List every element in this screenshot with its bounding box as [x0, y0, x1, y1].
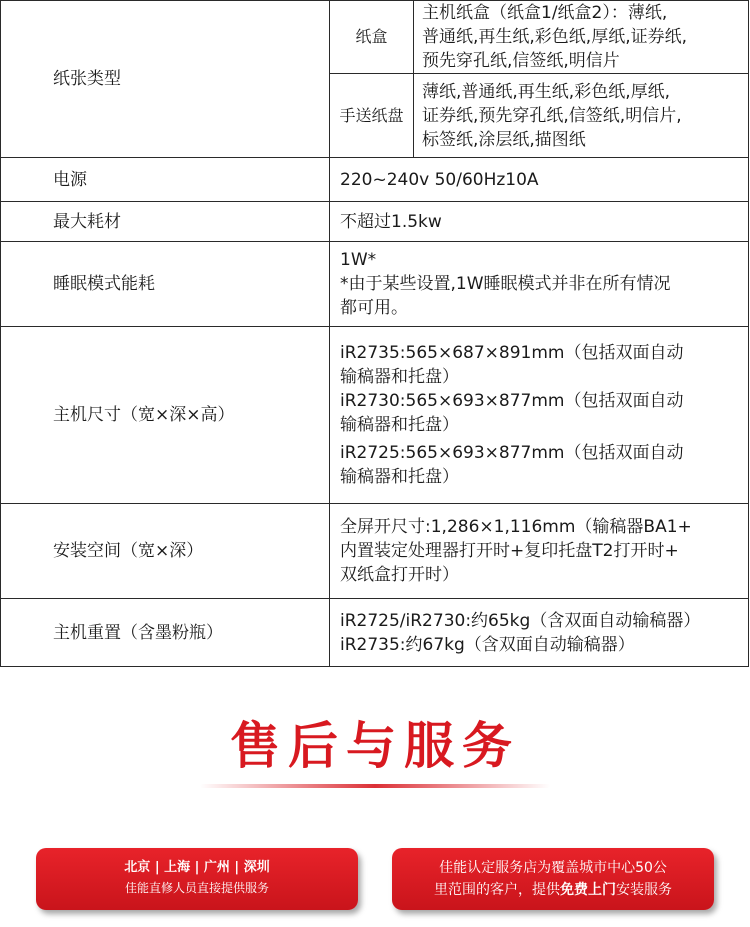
value-line: iR2725:565×693×877mm（包括双面自动 [340, 443, 684, 463]
section-title: 售后与服务 [230, 717, 520, 775]
value-line: 输稿器和托盘） [340, 367, 459, 387]
value-line: 内置装定处理器打开时+复印托盘T2打开时+ [340, 541, 679, 561]
spec-value-dimensions [330, 327, 749, 504]
value-line: 双纸盒打开时） [340, 565, 459, 585]
spec-value-power: 220~240v 50/60Hz10A [330, 158, 749, 202]
service-cities: 北京 | 上海 | 广州 | 深圳 [124, 860, 270, 875]
value-line: iR2735:约67kg（含双面自动输稿器） [340, 634, 635, 655]
table-row [1, 202, 749, 242]
service-offer-suffix: 安装服务 [616, 882, 672, 898]
sub-label-cassette: 纸盒 [330, 1, 414, 74]
value-line: 预先穿孔纸,信签纸,明信片 [422, 51, 620, 71]
spec-label-sleep-power: 睡眠模式能耗 [1, 242, 330, 327]
after-sales-section [0, 668, 750, 927]
value-line: 都可用。 [340, 298, 408, 318]
service-coverage: 佳能认定服务店为覆盖城市中心50公 [439, 860, 667, 876]
service-offer [392, 880, 714, 900]
service-offer-prefix: 里范围的客户，提供 [434, 882, 560, 898]
spec-label-dimensions: 主机尺寸（宽×深×高） [1, 327, 330, 504]
service-description: 佳能直修人员直接提供服务 [124, 881, 269, 895]
table-row [1, 158, 749, 202]
table-row [1, 504, 749, 599]
spec-value-install-space [330, 504, 749, 599]
value-line: 输稿器和托盘） [340, 415, 459, 435]
spec-label-paper-type: 纸张类型 [1, 1, 330, 158]
value-line: 输稿器和托盘） [340, 467, 459, 487]
value-line: 薄纸,普通纸,再生纸,彩色纸,厚纸, [422, 81, 671, 102]
value-line: iR2725/iR2730:约65kg（含双面自动输稿器） [340, 610, 701, 631]
value-line: 主机纸盒（纸盒1/纸盒2）：薄纸, [422, 3, 668, 23]
value-line: iR2735:565×687×891mm（包括双面自动 [340, 343, 684, 363]
table-row [1, 599, 749, 667]
spec-value-bypass [414, 74, 749, 158]
spec-value-weight [330, 599, 749, 667]
spec-label-weight: 主机重置（含墨粉瓶） [1, 599, 330, 667]
service-card-direct-repair [36, 848, 358, 910]
spec-value-max-consumption: 不超过1.5kw [330, 202, 749, 242]
table-row [1, 242, 749, 327]
table-row [1, 1, 749, 74]
sub-label-bypass-tray: 手送纸盘 [330, 74, 414, 158]
value-line: *由于某些设置,1W睡眠模式并非在所有情况 [340, 274, 671, 294]
value-line: 1W* [340, 250, 377, 270]
table-row [1, 327, 749, 504]
service-card-authorized-shops [392, 848, 714, 910]
value-line: iR2730:565×693×877mm（包括双面自动 [340, 391, 684, 411]
spec-value-sleep-power [330, 242, 749, 327]
spec-label-power: 电源 [1, 158, 330, 202]
spec-value-cassette [414, 1, 749, 74]
title-underline [200, 784, 550, 788]
value-line: 普通纸,再生纸,彩色纸,厚纸,证券纸, [422, 27, 688, 47]
value-line: 标签纸,涂层纸,描图纸 [422, 129, 586, 150]
spec-label-install-space: 安装空间（宽×深） [1, 504, 330, 599]
spec-label-max-consumption: 最大耗材 [1, 202, 330, 242]
value-line: 证券纸,预先穿孔纸,信签纸,明信片, [422, 105, 682, 126]
value-line: 全屏开尺寸:1,286×1,116mm（输稿器BA1+ [340, 517, 692, 537]
service-offer-highlight: 免费上门 [560, 882, 616, 898]
